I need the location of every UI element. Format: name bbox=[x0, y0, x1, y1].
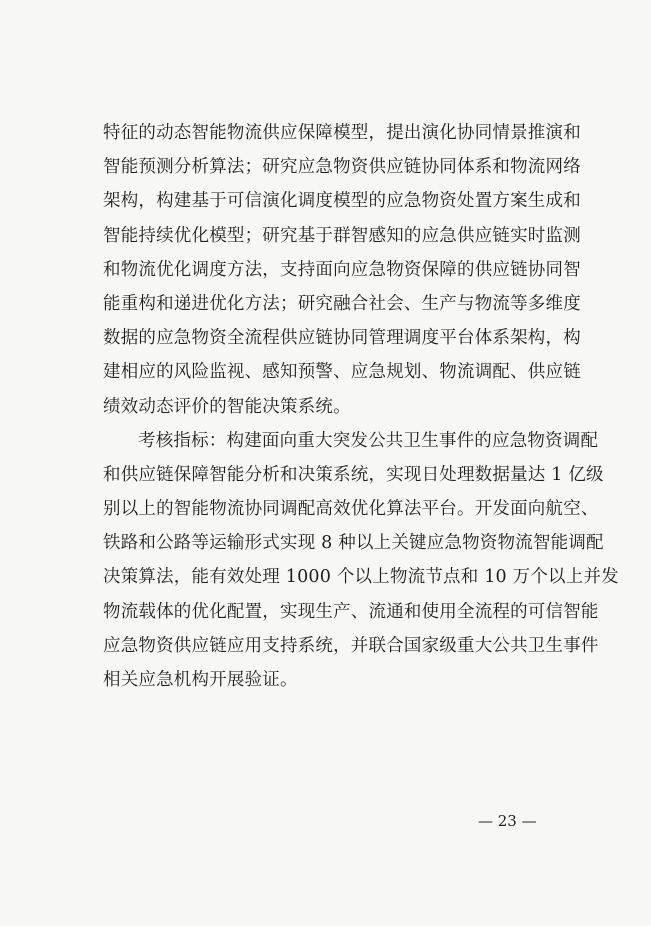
assessment-heading-line: 考核指标：构建面向重大突发公共卫生事件的应急物资调配 bbox=[138, 430, 599, 451]
text-line: 智能持续优化模型；研究基于群智感知的应急供应链实时监测 bbox=[103, 225, 581, 246]
text-line: 建相应的风险监视、感知预警、应急规划、物流调配、供应链 bbox=[103, 362, 581, 383]
text-line: 相关应急机构开展验证。 bbox=[103, 670, 298, 690]
text-line: 应急物资供应链应用支持系统，并联合国家级重大公共卫生事件 bbox=[103, 635, 599, 656]
text-line: 能重构和递进优化方法；研究融合社会、生产与物流等多维度 bbox=[103, 293, 581, 314]
page-number: — 23 — bbox=[478, 812, 537, 830]
text-line: 特征的动态智能物流供应保障模型，提出演化协同情景推演和 bbox=[103, 123, 581, 143]
text-line: 铁路和公路等运输形式实现 8 种以上关键应急物资物流智能调配 bbox=[103, 533, 604, 554]
text-line: 架构，构建基于可信演化调度模型的应急物资处置方案生成和 bbox=[103, 191, 581, 212]
text-line: 别以上的智能物流协同调配高效优化算法平台。开发面向航空、 bbox=[103, 499, 599, 520]
text-line: 物流载体的优化配置，实现生产、流通和使用全流程的可信智能 bbox=[103, 601, 599, 622]
text-line: 智能预测分析算法；研究应急物资供应链协同体系和物流网络 bbox=[103, 157, 581, 178]
text-line: 决策算法，能有效处理 1000 个以上物流节点和 10 万个以上并发 bbox=[103, 567, 619, 588]
text-line: 和物流优化调度方法，支持面向应急物资保障的供应链协同智 bbox=[103, 259, 581, 280]
text-line: 绩效动态评价的智能决策系统。 bbox=[103, 396, 351, 417]
text-line: 数据的应急物资全流程供应链协同管理调度平台体系架构，构 bbox=[103, 328, 581, 349]
body-text bbox=[103, 116, 619, 697]
text-line: 和供应链保障智能分析和决策系统，实现日处理数据量达 1 亿级 bbox=[103, 464, 604, 485]
